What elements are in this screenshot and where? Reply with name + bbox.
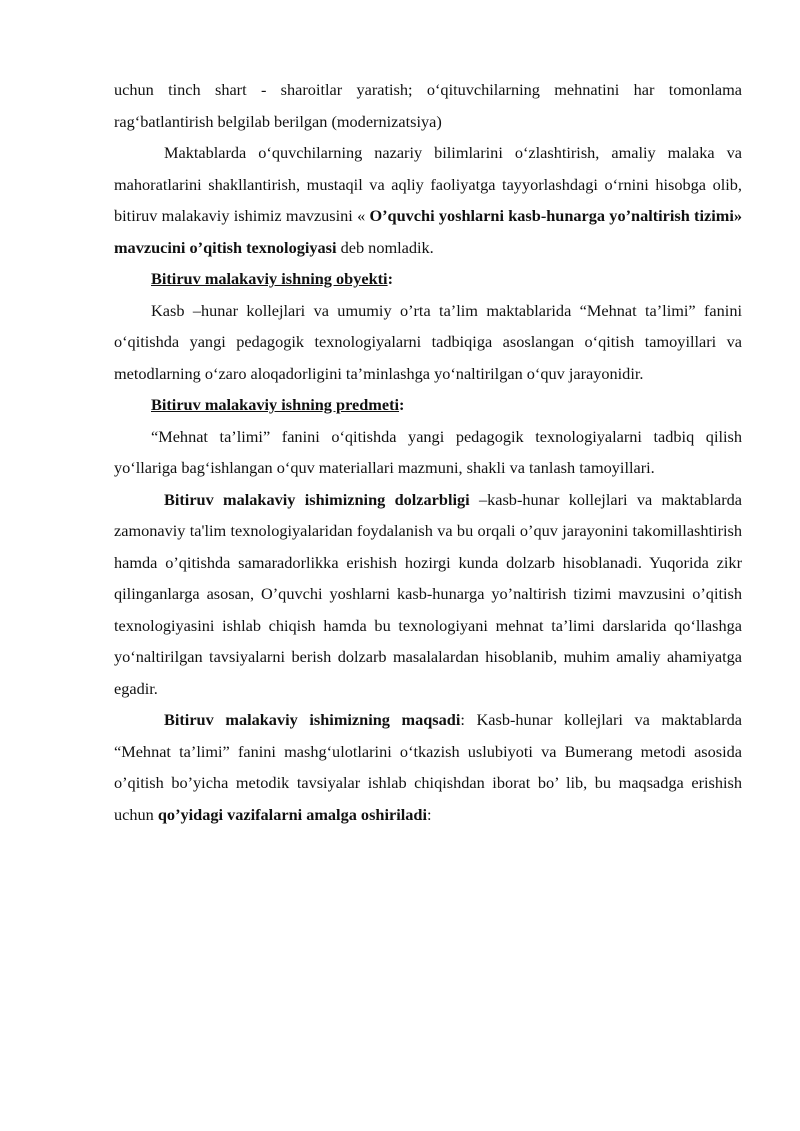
heading-object: [114, 263, 742, 295]
heading-object-label: Bitiruv malakaviy ishning obyekti: [151, 269, 388, 288]
paragraph-relevance: [114, 484, 742, 705]
paragraph-text: “Mehnat ta’limi” fanini o‘qitishda yangi pedagogik texnologiyalarni tadbiq qilish yo‘llariga bag‘ishlangan o‘quv materiallari mazmuni, shakli va tanlash tamoyillari.: [114, 426, 742, 477]
paragraph-text: uchun tinch shart - sharoitlar yaratish; o‘qituvchilarning mehnatini har tomonlama rag‘batlantirish belgilab berilgan (modernizatsiya): [114, 80, 742, 131]
heading-colon: :: [399, 395, 405, 414]
tasks-label: qo’yidagi vazifalarni amalga oshiriladi: [157, 804, 427, 824]
relevance-label: Bitiruv malakaviy ishimizning dolzarbligi: [164, 489, 470, 509]
goal-label: Bitiruv malakaviy ishimizning maqsadi: [164, 710, 461, 729]
heading-colon: :: [387, 269, 394, 288]
topic-title: O’quvchi yoshlarni kasb-hunarga yo’naltirish tizimi» mavzucini o’qitish texnologiyasi: [114, 206, 742, 257]
paragraph-topic: [114, 137, 742, 263]
heading-subject-label: Bitiruv malakaviy ishning predmeti: [151, 395, 400, 414]
paragraph-text: Kasb –hunar kollejlari va umumiy o’rta ta’lim maktablarida “Mehnat ta’limi” fanini o‘qitishda yangi pedagogik texnologiyalarni tadbiqiga asoslangan o‘qitish tamoyillari va metodlarning o‘zaro aloqadorligini ta’minlashga yo‘naltirilgan o‘quv jarayonidir.: [114, 300, 742, 383]
paragraph-subject: [114, 421, 742, 484]
paragraph-goal: [114, 704, 742, 830]
paragraph-end: :: [427, 804, 432, 824]
document-body: [114, 74, 742, 830]
paragraph-text: –kasb-hunar kollejlari va maktablarda zamonaviy ta'lim texnologiyalaridan foydalanish va bu orqali o’quv jarayonini takomillashtirish hamda o’qitishda samaradorlikka erishish hozirgi kunda dolzarb hisoblanadi. Yuqorida zikr qilinganlarga asosan, O’quvchi yoshlarni kasb-hunarga yo’naltirish tizimi mavzusini o’qitish texnologiyasini ishlab chiqish hamda bu texnologiyani mehnat ta’limi darslarida qo‘llashga yo‘naltirilgan tavsiyalarni berish dolzarb masalalardan hisoblanib, muhim amaliy ahamiyatga egadir.: [114, 489, 742, 698]
paragraph-text: Maktablarda o‘quvchilarning nazariy bilimlarini o‘zlashtirish, amaliy malaka va mahoratlarini shakllantirish, mustaqil va aqliy faoliyatga tayyorlashdagi o‘rnini hisobga olib, bitiruv malakaviy ishimiz mavzusini «: [114, 143, 742, 225]
paragraph-text: : Kasb-hunar kollejlari va maktablarda “Mehnat ta’limi” fanini mashg‘ulotlarini o‘tkazish uslubiyoti va Bumerang metodi asosida o’qitish bo’yicha metodik tavsiyalar ishlab chiqishdan iborat bo’ lib, bu maqsadga erishish uchun: [114, 710, 743, 824]
paragraph-text: deb nomladik.: [340, 237, 434, 257]
heading-subject: [114, 389, 742, 421]
paragraph-object: [114, 295, 742, 390]
paragraph-intro-continuation: [114, 74, 742, 137]
